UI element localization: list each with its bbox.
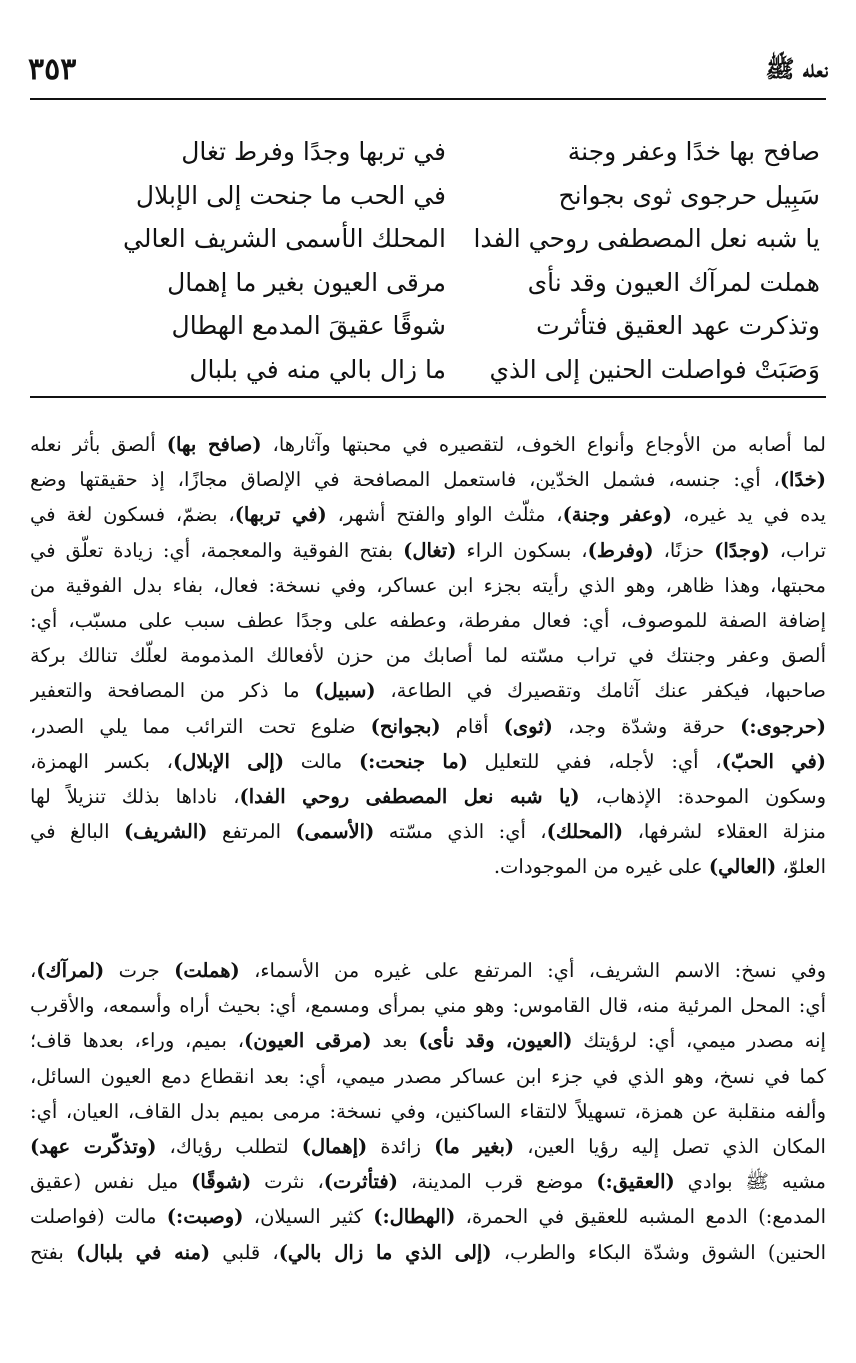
commentary-paragraph — [30, 953, 826, 1270]
commentary-paragraph — [30, 427, 826, 884]
commentary-line: وألفه منقلبة عن همزة، تسهيلاً لالتقاء الساكنين، وفي نسخة: مرمى بميم بدل القاف، العيان، أي: — [30, 1099, 826, 1123]
commentary-line: ألصق وعفر وجنتك في تراب مسّته لما أصابك من حزن لأفعالك المذمومة لعلّك تنالك بركة — [30, 644, 826, 668]
commentary-line: منزلة العقلاء لشرفها، (المحلك)، أي: الذي مسّته (الأسمى) المرتفع (الشريف) البالغ في — [30, 820, 826, 844]
commentary-line: (حرجوى:) حرقة وشدّة وجد، (ثوى) أقام (بجوانح) ضلوع تحت الترائب مما يلي الصدر، — [30, 714, 826, 738]
page-number: ٣٥٣ — [28, 52, 77, 87]
commentary-line: محبتها، وهذا ظاهر، وهو الذي رأيته بجزء ابن عساكر، وفي نسخة: فعال، بفاء بدل الفوقية من — [30, 573, 826, 597]
page-header — [28, 52, 828, 96]
poem-verse — [72, 174, 820, 218]
verse-second-hemistich: في الحب ما جنحت إلى الإبلال — [135, 180, 446, 210]
commentary-line: صاحبها، فيكفر عنك آثامك وتقصيرك في الطاعة، (سبيل) ما ذكر من المصافحة والتعفير — [30, 679, 826, 703]
commentary-line: أي: المحل المرئية منه، قال القاموس: وهو مني بمرأى ومسمع، أي: بحيث أراه وأسمعه، والأقرب — [30, 994, 826, 1018]
commentary-line: وفي نسخ: الاسم الشريف، أي: المرتفع على غيره من الأسماء، (هملت) جرت (لمرآك)، — [30, 959, 826, 982]
commentary-line: (في الحبّ)، أي: لأجله، ففي للتعليل (ما جنحت:) مالت (إلى الإبلال)، بكسر الهمزة، — [30, 749, 826, 773]
commentary-line: وسكون الموحدة: الإذهاب، (يا شبه نعل المصطفى روحي الفدا)، ناداها بذلك تنزيلاً لها — [30, 784, 826, 808]
verse-second-hemistich: مرقى العيون بغير ما إهمال — [167, 267, 446, 297]
verse-first-hemistich: سَبِيل حرجوى ثوى بجوانح — [558, 180, 820, 210]
poem-verse — [72, 217, 820, 261]
commentary-line: كما في نسخ، وهو الذي في جزء ابن عساكر مصدر ميمي، أي: بعد انقطاع دمع العيون السائل، — [30, 1064, 826, 1088]
commentary-line: إنه مصدر ميمي، أي: لرؤيتك (العيون، وقد نأى) بعد (مرقى العيون)، بميم، وراء، بعدها قاف؛ — [30, 1029, 826, 1053]
verse-first-hemistich: يا شبه نعل المصطفى روحي الفدا — [473, 224, 820, 254]
commentary-line: لما أصابه من الأوجاع وأنواع الخوف، لتقصيره في محبتها وآثارها، (صافح بها) ألصق بأثر نعله — [30, 433, 826, 456]
running-title: نعله ﷺ — [765, 54, 828, 83]
commentary-line: المدمع:) الدمع المشبه للعقيق في الحمرة، (الهطال:) كثير السيلان، (وصبت:) مالت (فواصلت — [30, 1205, 826, 1229]
commentary-line: تراب، (وجدًا) حزنًا، (وفرط)، بسكون الراء (تغال) بفتح الفوقية والمعجمة، أي: زيادة تعلّق في — [30, 538, 826, 562]
verse-first-hemistich: وتذكرت عهد العقيق فتأثرت — [536, 311, 820, 341]
verse-second-hemistich: المحلك الأسمى الشريف العالي — [123, 224, 446, 254]
commentary-line: المكان الذي تصل إليه رؤيا العين، (بغير ما) زائدة (إهمال) لتطلب رؤياك، (وتذكّرت عهد) — [30, 1134, 826, 1158]
poem-verse — [72, 348, 820, 392]
verse-first-hemistich: صافح بها خدًا وعفر وجنة — [567, 137, 820, 167]
verse-second-hemistich: في تربها وجدًا وفرط تغال — [181, 137, 446, 167]
poem — [72, 130, 820, 391]
verse-second-hemistich: ما زال بالي منه في بلبال — [189, 354, 446, 384]
poem-divider — [30, 396, 826, 398]
commentary-line: العلوّ، (العالي) على غيره من الموجودات. — [493, 855, 826, 879]
commentary-line: إضافة الصفة للموصوف، أي: فعال مفرطة، وعطفه على وجدًا عطف سبب على مسبّب، أي: — [30, 608, 826, 632]
header-divider — [30, 98, 826, 100]
commentary-line: (خدًا)، أي: جنسه، فشمل الخدّين، فاستعمل المصافحة في الإلصاق مجازًا، إذ حقيقتها وضع — [30, 468, 826, 492]
poem-verse — [72, 261, 820, 305]
commentary-line: الحنين) الشوق وشدّة البكاء والطرب، (إلى الذي ما زال بالي)، قلبي (منه في بلبال) بفتح — [30, 1240, 826, 1264]
commentary-line: مشيه ﷺ بوادي (العقيق:) موضع قرب المدينة، (فتأثرت)، نثرت (شوقًا) ميل نفس (عقيق — [30, 1170, 826, 1194]
commentary-line: يده في يد غيره، (وعفر وجنة)، مثلّث الواو والفتح أشهر، (في تربها)، بضمّ، فسكون لغة في — [30, 503, 826, 527]
poem-verse — [72, 304, 820, 348]
poem-verse — [72, 130, 820, 174]
verse-first-hemistich: وَصَبَتْ فواصلت الحنين إلى الذي — [489, 354, 820, 384]
verse-second-hemistich: شوقًا عقيقَ المدمع الهطال — [171, 311, 446, 341]
verse-first-hemistich: هملت لمرآك العيون وقد نأى — [527, 267, 820, 297]
